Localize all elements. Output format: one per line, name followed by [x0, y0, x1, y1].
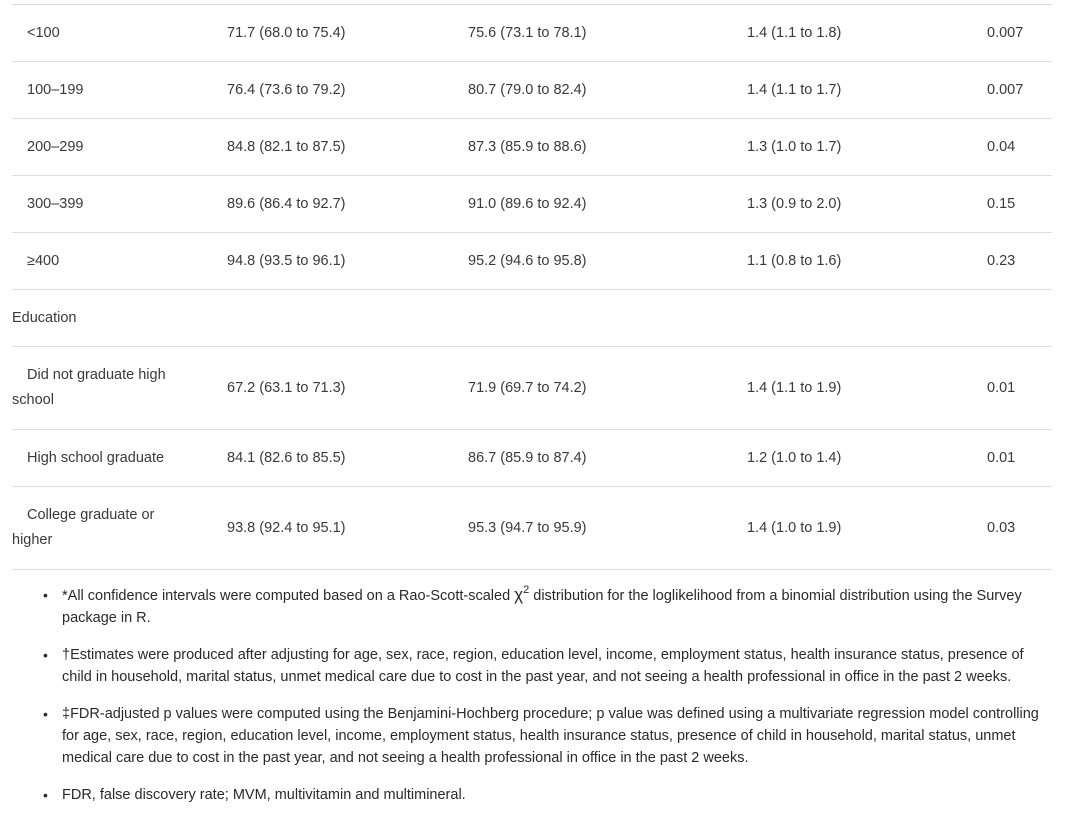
table-row: [12, 119, 1052, 176]
row-label: ≥400: [27, 252, 60, 269]
row-label: Did not graduate high school: [12, 367, 166, 408]
table-row: [12, 487, 1052, 570]
table-row: [12, 62, 1052, 119]
cell-col2: 91.0 (89.6 to 92.4): [468, 195, 587, 212]
cell-col2: 95.3 (94.7 to 95.9): [468, 519, 587, 536]
cell-col3: 1.4 (1.1 to 1.9): [747, 379, 842, 396]
bullet-glyph: •: [43, 647, 48, 663]
cell-col2: 80.7 (79.0 to 82.4): [468, 81, 587, 98]
table-row: [12, 176, 1052, 233]
cell-col1: 93.8 (92.4 to 95.1): [227, 519, 346, 536]
table-row-section-heading: [12, 290, 1052, 347]
table-row: [12, 430, 1052, 487]
results-table-container: [12, 4, 1052, 570]
cell-col2: 75.6 (73.1 to 78.1): [468, 24, 587, 41]
cell-col1: 89.6 (86.4 to 92.7): [227, 195, 346, 212]
footnote-fdr-adjusted-p-values: • ‡FDR-adjusted p values were computed using the Benjamini-Hochberg procedure; p value was defined using a multivariate regression model controlling for age, sex, race, region, education level, income, employment status, health insurance status, presence of child in household, marital status, unmet medical care due to cost in the past year, and not seeing a health professional in office in the past 2 weeks.: [40, 703, 1052, 769]
superscript-two: 2: [523, 584, 530, 596]
row-label: College graduate or higher: [12, 507, 155, 548]
cell-p-value: 0.15: [987, 195, 1016, 212]
cell-col1: 84.1 (82.6 to 85.5): [227, 449, 346, 466]
cell-col1: 94.8 (93.5 to 96.1): [227, 252, 346, 269]
cell-col3: 1.2 (1.0 to 1.4): [747, 449, 842, 466]
bullet-glyph: •: [43, 787, 48, 803]
cell-p-value: 0.01: [987, 379, 1016, 396]
cell-p-value: 0.007: [987, 24, 1024, 41]
footnote-confidence-intervals: • *All confidence intervals were computed based on a Rao-Scott-scaled $\chi^2$ distribution for the loglikelihood from a binomial distribution using the Survey package in R.: [43, 584, 1022, 626]
footnote-estimates-adjustment: • †Estimates were produced after adjusting for age, sex, race, region, education level, income, employment status, health insurance status, presence of child in household, marital status, unmet medical care due to cost in the past year, and not seeing a health professional in office in the past 2 weeks.: [40, 644, 1052, 688]
table-footnotes: [40, 584, 1052, 821]
cell-col3: 1.3 (0.9 to 2.0): [747, 195, 842, 212]
section-heading-education: Education: [12, 309, 77, 326]
cell-col2: 71.9 (69.7 to 74.2): [468, 379, 587, 396]
cell-col2: 86.7 (85.9 to 87.4): [468, 449, 587, 466]
cell-col3: [747, 290, 987, 347]
chi-symbol: χ: [514, 585, 524, 604]
cell-col2: 87.3 (85.9 to 88.6): [468, 138, 587, 155]
row-label: <100: [27, 24, 60, 41]
table-row: [12, 347, 1052, 430]
cell-p-value: 0.03: [987, 519, 1016, 536]
table-row: [12, 233, 1052, 290]
row-label: 100–199: [27, 81, 84, 98]
cell-col1: 67.2 (63.1 to 71.3): [227, 379, 346, 396]
table-row: [12, 5, 1052, 62]
cell-col3: 1.1 (0.8 to 1.6): [747, 252, 842, 269]
row-label: 300–399: [27, 195, 84, 212]
cell-col3: 1.4 (1.1 to 1.8): [747, 24, 842, 41]
cell-p-value: 0.007: [987, 81, 1024, 98]
row-label: High school graduate: [27, 449, 165, 466]
cell-col1: 71.7 (68.0 to 75.4): [227, 24, 346, 41]
cell-col1: 76.4 (73.6 to 79.2): [227, 81, 346, 98]
cell-col3: 1.4 (1.0 to 1.9): [747, 519, 842, 536]
bullet-glyph: •: [43, 587, 48, 603]
cell-p-value: 0.01: [987, 449, 1016, 466]
cell-col1: [227, 290, 468, 347]
footnote-abbreviations: • FDR, false discovery rate; MVM, multivitamin and multimineral.: [40, 784, 1052, 806]
cell-col2: [468, 290, 747, 347]
cell-col2: 95.2 (94.6 to 95.8): [468, 252, 587, 269]
cell-col3: 1.4 (1.1 to 1.7): [747, 81, 842, 98]
cell-p-value: 0.23: [987, 252, 1016, 269]
bullet-glyph: •: [43, 706, 48, 722]
cell-p-value: 0.04: [987, 138, 1016, 155]
cell-col3: 1.3 (1.0 to 1.7): [747, 138, 842, 155]
results-table: [12, 4, 1052, 570]
row-label: 200–299: [27, 138, 84, 155]
cell-p-value: [987, 290, 1052, 347]
cell-col1: 84.8 (82.1 to 87.5): [227, 138, 346, 155]
